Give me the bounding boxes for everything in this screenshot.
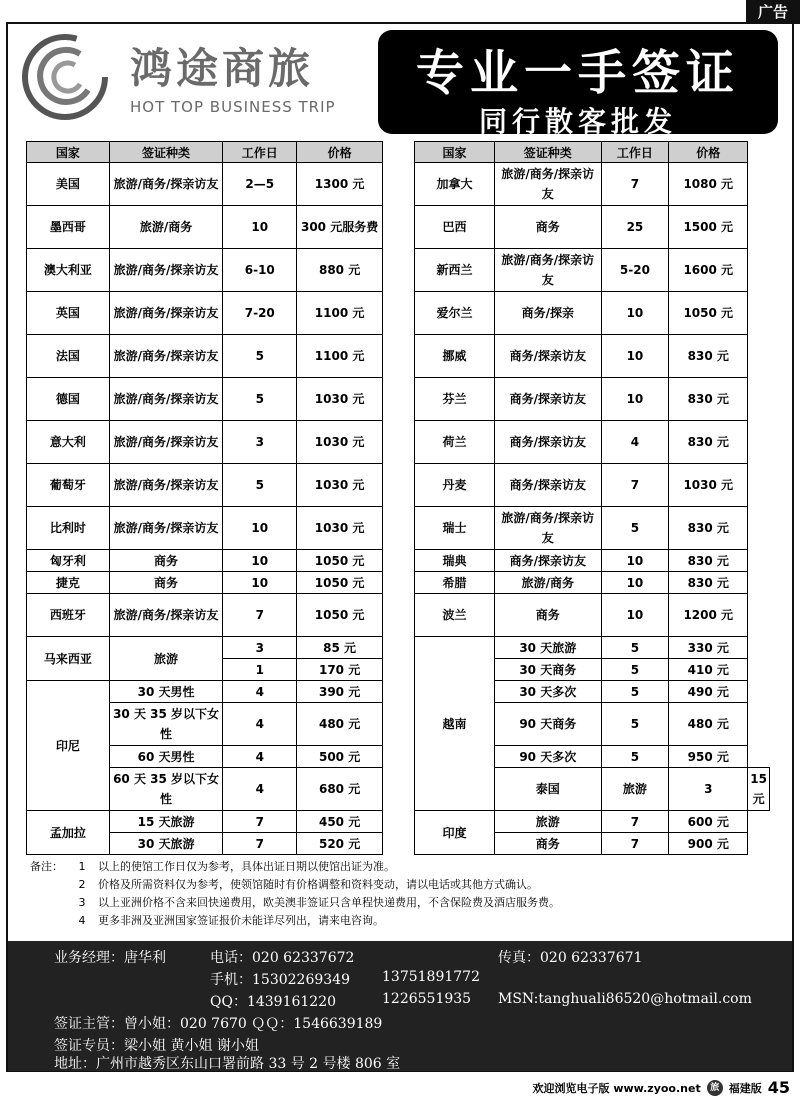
table-cell: 泰国 (494, 768, 601, 811)
contact-visa-lead: 签证主管：曾小姐：020 7670 ＱＱ：1546639189 (54, 1016, 383, 1032)
table-cell: 10 (223, 572, 297, 594)
table-row (415, 637, 770, 659)
table-cell: 5 (601, 703, 669, 746)
note-text: 价格及所需资料仅为参考，使领馆随时有价格调整和资料变动，请以电话或其他方式确认。 (98, 878, 538, 891)
table-cell: 商务/探亲访友 (494, 378, 601, 421)
table-cell: 旅游/商务/探亲访友 (109, 421, 223, 464)
table-cell: 爱尔兰 (415, 292, 495, 335)
visa-price-table-left (26, 141, 383, 855)
table-cell: 7 (223, 594, 297, 637)
table-cell: 170 元 (297, 659, 383, 681)
table-cell: 波兰 (415, 594, 495, 637)
table-row (27, 681, 383, 703)
footer-edition: 福建版 (728, 1081, 762, 1095)
table-cell: 匈牙利 (27, 550, 110, 572)
header-work-days: 工作日 (223, 142, 297, 163)
table-cell: 旅游/商务/探亲访友 (109, 335, 223, 378)
table-cell: 60 天 35 岁以下女性 (109, 768, 223, 811)
table-cell: 意大利 (27, 421, 110, 464)
header-price: 价格 (297, 142, 383, 163)
table-cell: 30 天 35 岁以下女性 (109, 703, 223, 746)
table-cell: 30 天男性 (109, 681, 223, 703)
table-cell: 越南 (415, 637, 495, 811)
table-cell: 旅游/商务/探亲访友 (109, 507, 223, 550)
brand-name-cn: 鸿途商旅 (130, 44, 315, 93)
table-cell: 600 元 (669, 811, 748, 833)
table-cell: 490 元 (669, 681, 748, 703)
table-cell: 5 (601, 507, 669, 550)
table-cell: 480 元 (669, 703, 748, 746)
table-cell: 5 (223, 335, 297, 378)
table-cell: 旅游 (494, 811, 601, 833)
table-cell: 830 元 (669, 378, 748, 421)
table-cell: 60 天男性 (109, 746, 223, 768)
note-item (30, 894, 770, 912)
table-cell: 1050 元 (297, 550, 383, 572)
note-number: 4 (78, 914, 86, 927)
table-cell: 澳大利亚 (27, 249, 110, 292)
table-row (27, 550, 383, 572)
table-row (27, 163, 383, 206)
table-cell: 830 元 (669, 335, 748, 378)
table-cell: 10 (601, 594, 669, 637)
notes-label: 备注： (30, 860, 63, 873)
table-cell: 10 (601, 292, 669, 335)
note-item (30, 876, 770, 894)
table-cell: 5 (223, 378, 297, 421)
table-cell: 旅游/商务/探亲访友 (109, 163, 223, 206)
table-cell: 1050 元 (669, 292, 748, 335)
contact-manager: 业务经理：唐华利 (54, 950, 166, 966)
contact-qq: QQ：1439161220 (210, 994, 337, 1010)
table-cell: 90 天商务 (494, 703, 601, 746)
table-cell: 旅游/商务/探亲访友 (109, 594, 223, 637)
footer-text: 欢迎浏览电子版 www.zyoo.net (532, 1081, 701, 1095)
table-cell: 7-20 (223, 292, 297, 335)
table-cell: 旅游/商务/探亲访友 (494, 163, 601, 206)
table-row (415, 249, 770, 292)
table-cell: 旅游/商务/探亲访友 (109, 292, 223, 335)
table-row (27, 507, 383, 550)
table-cell: 7 (601, 163, 669, 206)
note-text: 更多非洲及亚洲国家签证报价未能详尽列出，请来电咨询。 (98, 914, 384, 927)
table-row (27, 572, 383, 594)
table-cell: 1050 元 (297, 572, 383, 594)
table-cell: 商务/探亲访友 (494, 550, 601, 572)
table-cell: 680 元 (297, 768, 383, 811)
table-cell: 墨西哥 (27, 206, 110, 249)
table-cell: 1 (223, 659, 297, 681)
table-cell: 1030 元 (297, 464, 383, 507)
table-cell: 比利时 (27, 507, 110, 550)
contact-mobile: 手机：15302269349 (210, 972, 350, 988)
table-cell: 1030 元 (297, 507, 383, 550)
table-cell: 10 (601, 572, 669, 594)
page-footer (533, 1078, 790, 1097)
table-row (27, 464, 383, 507)
table-cell: 500 元 (297, 746, 383, 768)
ad-tag: 广告 (746, 0, 800, 24)
header-country: 国家 (27, 142, 110, 163)
header-price: 价格 (669, 142, 748, 163)
table-cell: 6-10 (223, 249, 297, 292)
table-cell: 旅游 (109, 637, 223, 681)
table-cell: 商务/探亲访友 (494, 464, 601, 507)
table-cell: 4 (223, 768, 297, 811)
table-cell: 法国 (27, 335, 110, 378)
table-cell: 商务/探亲访友 (494, 335, 601, 378)
table-row (27, 335, 383, 378)
table-row (27, 206, 383, 249)
note-text: 以上的使馆工作日仅为参考，具体出证日期以使馆出证为准。 (98, 860, 395, 873)
table-row (27, 594, 383, 637)
table-cell: 330 元 (669, 637, 748, 659)
table-cell: 30 天旅游 (494, 637, 601, 659)
table-cell: 3 (223, 421, 297, 464)
table-header-row (27, 142, 383, 163)
contact-visa-staff: 签证专员：梁小姐 黄小姐 谢小姐 (54, 1038, 259, 1054)
headline-banner (378, 30, 778, 138)
table-cell: 1030 元 (297, 378, 383, 421)
table-cell: 巴西 (415, 206, 495, 249)
contact-msn: MSN:tanghuali86520@hotmail.com (498, 991, 752, 1007)
footer-badge-icon: 旅 (707, 1080, 723, 1096)
table-cell: 荷兰 (415, 421, 495, 464)
table-cell: 加拿大 (415, 163, 495, 206)
table-cell: 商务 (109, 572, 223, 594)
table-cell: 商务 (494, 594, 601, 637)
contact-mobile-2: 13751891772 (382, 969, 480, 985)
table-cell: 5-20 (601, 249, 669, 292)
table-cell: 旅游/商务 (494, 572, 601, 594)
table-cell: 25 (601, 206, 669, 249)
page-number: 45 (767, 1078, 790, 1097)
table-cell: 商务 (109, 550, 223, 572)
table-cell: 830 元 (669, 421, 748, 464)
table-cell: 英国 (27, 292, 110, 335)
table-row (415, 811, 770, 833)
table-cell: 85 元 (297, 637, 383, 659)
banner-subtitle: 同行散客批发 (478, 105, 677, 138)
table-cell: 300 元服务费 (297, 206, 383, 249)
header-work-days: 工作日 (601, 142, 669, 163)
table-cell: 15 元 (748, 768, 770, 811)
table-cell: 830 元 (669, 572, 748, 594)
visa-price-table-right (414, 141, 770, 855)
notes-section (30, 858, 770, 930)
contact-qq-2: 1226551935 (382, 991, 472, 1007)
table-cell: 商务/探亲 (494, 292, 601, 335)
table-row (27, 637, 383, 659)
table-cell: 旅游/商务/探亲访友 (109, 464, 223, 507)
table-cell: 5 (601, 746, 669, 768)
table-cell: 30 天商务 (494, 659, 601, 681)
table-cell: 芬兰 (415, 378, 495, 421)
note-number: 3 (78, 896, 86, 909)
banner-title: 专业一手签证 (415, 45, 740, 101)
table-cell: 旅游/商务 (109, 206, 223, 249)
table-cell: 新西兰 (415, 249, 495, 292)
note-item (30, 912, 770, 930)
note-text: 以上亚洲价格不含来回快递费用，欧美澳非签证只含单程快递费用，不含保险费及酒店服务费。 (98, 896, 560, 909)
table-cell: 旅游/商务/探亲访友 (109, 378, 223, 421)
table-cell: 捷克 (27, 572, 110, 594)
table-cell: 4 (223, 746, 297, 768)
table-cell: 美国 (27, 163, 110, 206)
table-cell: 4 (223, 703, 297, 746)
table-cell: 15 天旅游 (109, 811, 223, 833)
table-cell: 1300 元 (297, 163, 383, 206)
table-cell: 7 (601, 833, 669, 855)
table-cell: 瑞典 (415, 550, 495, 572)
table-cell: 3 (223, 637, 297, 659)
table-row (27, 811, 383, 833)
table-cell: 1100 元 (297, 335, 383, 378)
table-row (415, 507, 770, 550)
table-cell: 90 天多次 (494, 746, 601, 768)
table-cell: 印度 (415, 811, 495, 855)
table-cell: 1030 元 (669, 464, 748, 507)
table-cell: 2—5 (223, 163, 297, 206)
note-number: 1 (78, 860, 86, 873)
table-cell: 30 天多次 (494, 681, 601, 703)
table-cell: 5 (223, 464, 297, 507)
table-cell: 7 (601, 811, 669, 833)
table-cell: 900 元 (669, 833, 748, 855)
header-visa-type: 签证种类 (494, 142, 601, 163)
table-cell: 10 (601, 550, 669, 572)
table-cell: 10 (223, 206, 297, 249)
table-cell: 西班牙 (27, 594, 110, 637)
note-number: 2 (78, 878, 86, 891)
brand-logo-icon (20, 32, 110, 122)
table-cell: 瑞士 (415, 507, 495, 550)
contact-phone: 电话：020 62337672 (210, 950, 355, 966)
table-cell: 410 元 (669, 659, 748, 681)
table-row (415, 163, 770, 206)
table-cell: 7 (601, 464, 669, 507)
table-cell: 7 (223, 811, 297, 833)
table-cell: 4 (223, 681, 297, 703)
table-cell: 30 天旅游 (109, 833, 223, 855)
table-cell: 旅游/商务/探亲访友 (109, 249, 223, 292)
table-row (415, 572, 770, 594)
table-cell: 1600 元 (669, 249, 748, 292)
table-cell: 1030 元 (297, 421, 383, 464)
table-cell: 商务 (494, 206, 601, 249)
table-cell: 3 (669, 768, 748, 811)
table-cell: 挪威 (415, 335, 495, 378)
table-cell: 1500 元 (669, 206, 748, 249)
contact-fax: 传真：020 62337671 (498, 950, 643, 966)
table-cell: 520 元 (297, 833, 383, 855)
table-cell: 1200 元 (669, 594, 748, 637)
table-row (415, 550, 770, 572)
contact-address: 地址：广州市越秀区东山口署前路 33 号 2 号楼 806 室 (54, 1056, 401, 1072)
table-header-row (415, 142, 770, 163)
table-cell: 390 元 (297, 681, 383, 703)
table-cell: 1080 元 (669, 163, 748, 206)
note-item (30, 858, 770, 876)
table-row (415, 464, 770, 507)
table-cell: 商务 (494, 833, 601, 855)
table-cell: 950 元 (669, 746, 748, 768)
table-cell: 1050 元 (297, 594, 383, 637)
table-cell: 10 (601, 335, 669, 378)
table-cell: 880 元 (297, 249, 383, 292)
table-row (415, 378, 770, 421)
table-cell: 830 元 (669, 507, 748, 550)
table-cell: 480 元 (297, 703, 383, 746)
table-cell: 7 (223, 833, 297, 855)
table-cell: 450 元 (297, 811, 383, 833)
table-cell: 马来西亚 (27, 637, 110, 681)
table-row (415, 421, 770, 464)
table-cell: 10 (223, 507, 297, 550)
table-cell: 旅游 (601, 768, 669, 811)
table-cell: 5 (601, 659, 669, 681)
table-row (415, 206, 770, 249)
table-cell: 葡萄牙 (27, 464, 110, 507)
table-row (27, 249, 383, 292)
table-row (415, 292, 770, 335)
table-row (27, 292, 383, 335)
table-cell: 德国 (27, 378, 110, 421)
table-cell: 4 (601, 421, 669, 464)
table-cell: 希腊 (415, 572, 495, 594)
contact-panel (8, 941, 792, 1071)
table-cell: 印尼 (27, 681, 110, 811)
table-cell: 10 (601, 378, 669, 421)
table-row (27, 378, 383, 421)
table-row (415, 335, 770, 378)
table-cell: 孟加拉 (27, 811, 110, 855)
table-cell: 5 (601, 681, 669, 703)
header-country: 国家 (415, 142, 495, 163)
table-cell: 10 (223, 550, 297, 572)
table-cell: 830 元 (669, 550, 748, 572)
table-cell: 旅游/商务/探亲访友 (494, 249, 601, 292)
table-cell: 5 (601, 637, 669, 659)
brand-name-en: HOT TOP BUSINESS TRIP (130, 98, 336, 116)
table-row (27, 421, 383, 464)
table-cell: 商务/探亲访友 (494, 421, 601, 464)
table-cell: 1100 元 (297, 292, 383, 335)
header-visa-type: 签证种类 (109, 142, 223, 163)
table-cell: 旅游/商务/探亲访友 (494, 507, 601, 550)
table-row (415, 594, 770, 637)
table-cell: 丹麦 (415, 464, 495, 507)
